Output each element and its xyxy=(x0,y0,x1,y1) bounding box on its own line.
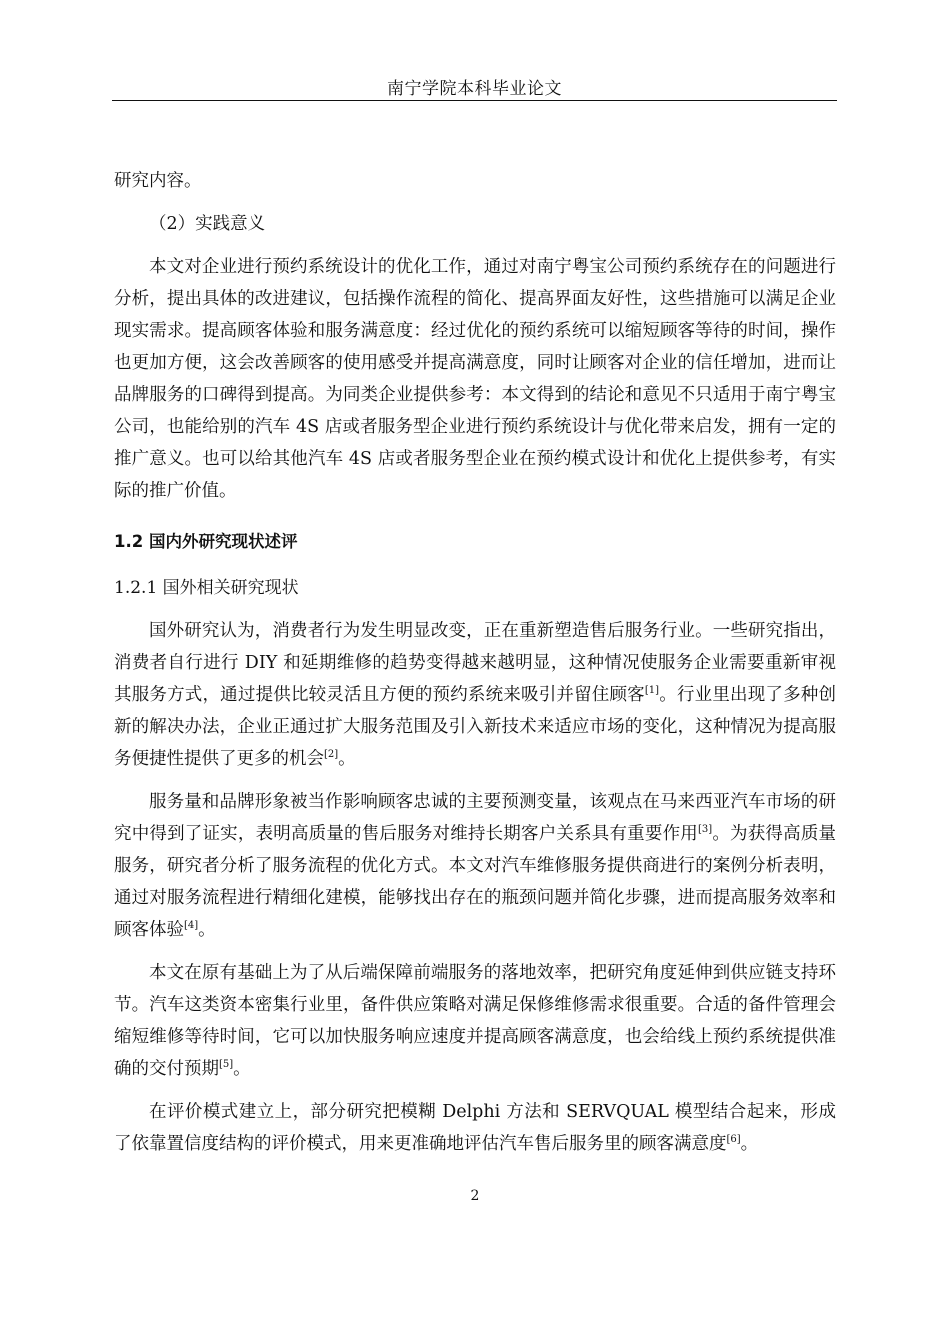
paragraph-text: 在评价模式建立上，部分研究把模糊 Delphi 方法和 SERVQUAL 模型结合起来，形成了依靠置信度结构的评价模式，用来更准确地评估汽车售后服务里的顾客满意度 xyxy=(114,1102,836,1154)
paragraph-text: 。 xyxy=(338,749,356,769)
citation-1[interactable]: [1] xyxy=(644,685,660,696)
header-rule xyxy=(112,100,837,101)
continued-paragraph: 研究内容。 xyxy=(114,171,202,191)
paragraph-text: 服务量和品牌形象被当作影响顾客忠诚的主要预测变量，该观点在马来西亚汽车市场的研究中得到了证实，表明高质量的售后服务对维持长期客户关系具有重要作用 xyxy=(114,792,836,844)
running-header: 南宁学院本科毕业论文 xyxy=(387,79,562,99)
citation-3[interactable]: [3] xyxy=(697,824,713,835)
paragraph-text: 。 xyxy=(740,1134,759,1154)
paragraph-consumer-behavior xyxy=(114,615,836,775)
paragraph-text: 。为获得高质量服务，研究者分析了服务流程的优化方式。本文对汽车维修服务提供商进行的案例分析表明，通过对服务流程进行精细化建模，能够找出存在的瓶颈问题并简化步骤，进而提高服务效率和顾客体验 xyxy=(114,824,837,940)
paragraph-supply-chain xyxy=(114,957,836,1085)
citation-2[interactable]: [2] xyxy=(324,749,339,760)
paragraph-text: 。行业里出现了多种创新的解决办法，企业正通过扩大服务范围及引入新技术来适应市场的变化，这种情况为提高服务便捷性提供了更多的机会 xyxy=(114,685,837,769)
paragraph-text: 。 xyxy=(198,920,216,940)
paragraph-text: 。 xyxy=(233,1059,251,1079)
citation-6[interactable]: [6] xyxy=(726,1134,741,1145)
section-heading: 1.2 国内外研究现状述评 xyxy=(114,532,298,551)
page-content xyxy=(114,165,836,1160)
citation-4[interactable]: [4] xyxy=(184,920,199,931)
paragraph-service-quality xyxy=(114,786,836,946)
practical-significance-paragraph: 本文对企业进行预约系统设计的优化工作，通过对南宁粤宝公司预约系统存在的问题进行分析，提出具体的改进建议，包括操作流程的简化、提高界面友好性，这些措施可以满足企业现实需求。提高顾客体验和服务满意度：经过优化的预约系统可以缩短顾客等待的时间，操作也更加方便，这会改善顾客的使用感受并提高满意度，同时让顾客对企业的信任增加，进而让品牌服务的口碑得到提高。为同类企业提供参考：本文得到的结论和意见不只适用于南宁粤宝公司，也能给别的汽车 4S 店或者服务型企业进行预约系统设计与优化带来启发，拥有一定的推广意义。也可以给其他汽车 4S 店或者服务型企业在预约模式设计和优化上提供参考，有实际的推广价值。 xyxy=(114,257,836,501)
paragraph-evaluation-model xyxy=(114,1096,836,1160)
paragraph-text: 本文在原有基础上为了从后端保障前端服务的落地效率，把研究角度延伸到供应链支持环节。汽车这类资本密集行业里，备件供应策略对满足保修维修需求很重要。合适的备件管理会缩短维修等待时间，它可以加快服务响应速度并提高顾客满意度，也会给线上预约系统提供准确的交付预期 xyxy=(114,963,836,1079)
citation-5[interactable]: [5] xyxy=(219,1059,234,1070)
subsection-heading: 1.2.1 国外相关研究现状 xyxy=(114,578,299,598)
page-number: 2 xyxy=(470,1188,480,1204)
paragraph-text: 国外研究认为，消费者行为发生明显改变，正在重新塑造售后服务行业。一些研究指出，消费者自行进行 DIY 和延期维修的趋势变得越来越明显，这种情况使服务企业需要重新审视其服务方式，通过提供比较灵活且方便的预约系统来吸引并留住顾客 xyxy=(114,621,836,705)
practical-significance-heading: （2）实践意义 xyxy=(149,214,266,234)
